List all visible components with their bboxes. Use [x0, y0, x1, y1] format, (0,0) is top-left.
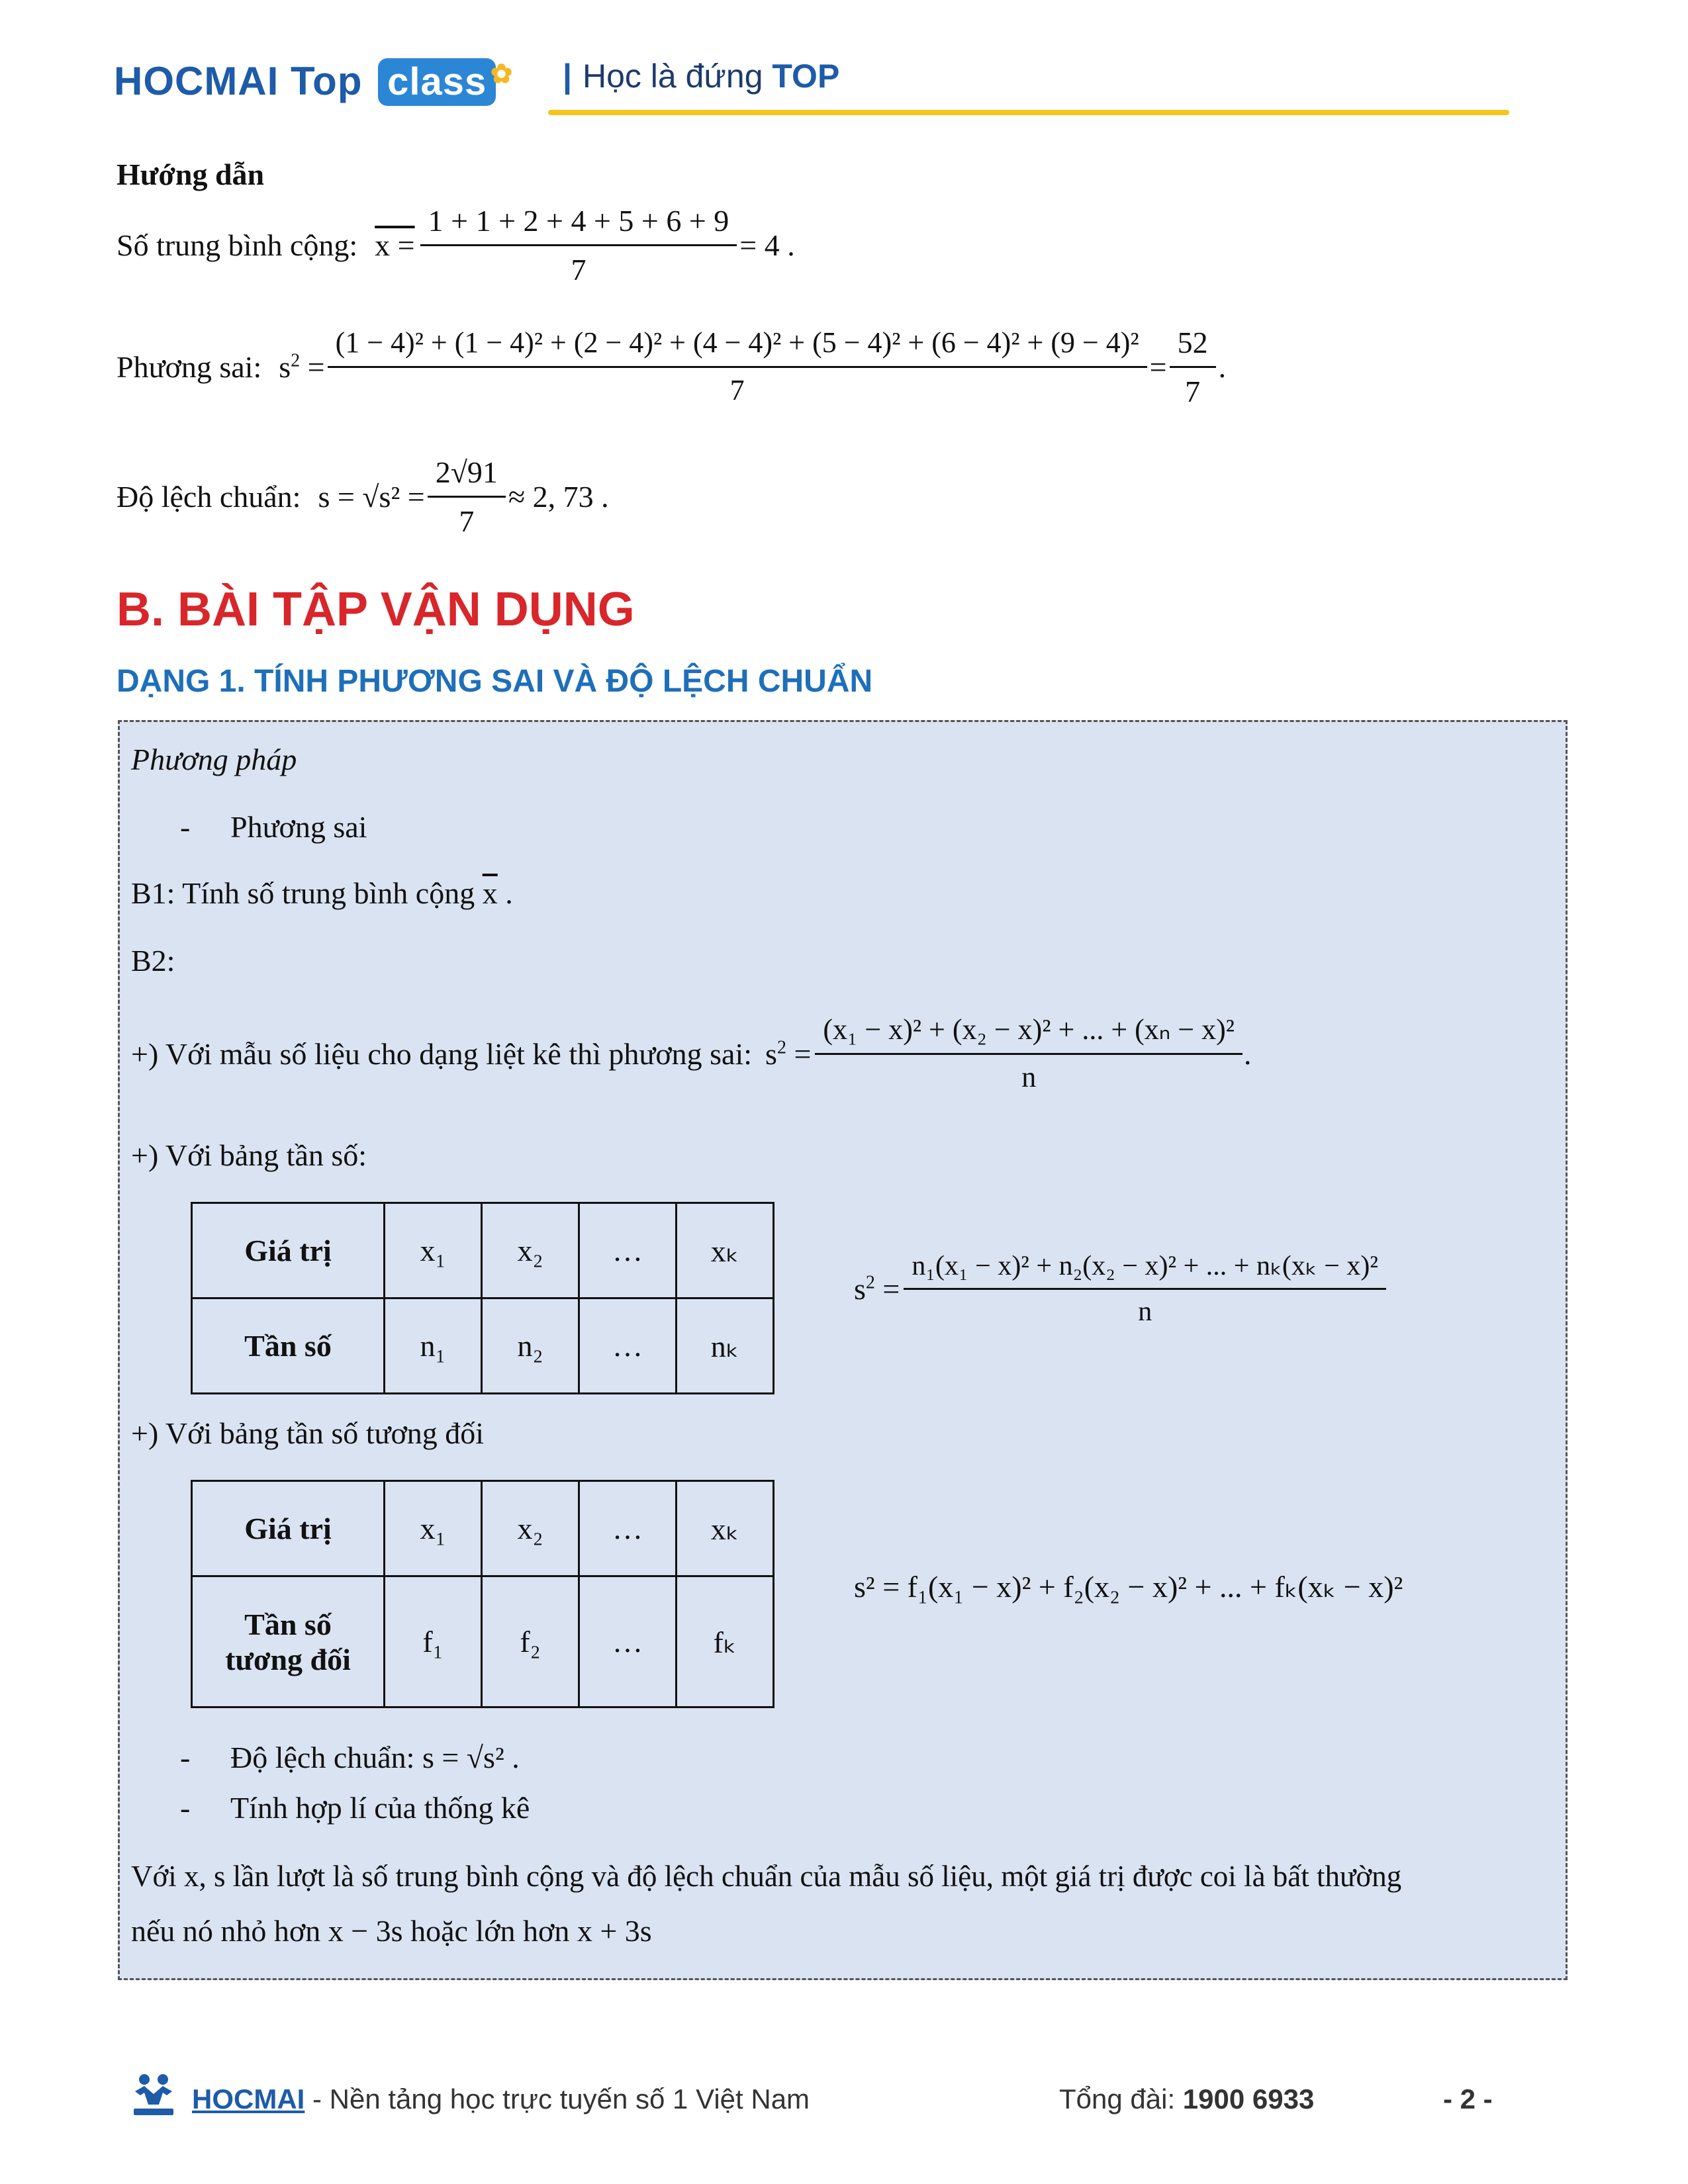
table-cell: Giá trị: [192, 1203, 385, 1298]
table-cell: Tần số: [192, 1298, 385, 1394]
bullet-dash: -: [180, 1791, 191, 1825]
table-cell: fₖ: [677, 1576, 774, 1707]
footer-brand: HOCMAI - Nền tảng học trực tuyến số 1 Việt Nam: [192, 2083, 810, 2115]
std-line: Độ lệch chuẩn: s = √s² = $\frac{2√91}{7}$ ≈ 2, 73 .: [117, 454, 609, 539]
table-cell: xₖ: [677, 1203, 774, 1298]
table-cell: Tần số tương đối: [192, 1576, 385, 1707]
table-cell: …: [579, 1576, 677, 1707]
table-cell: x₁: [385, 1481, 482, 1576]
bullet-dash: -: [180, 1741, 191, 1774]
bullet-validity: Tính hợp lí của thống kê: [230, 1791, 530, 1825]
rel-variance-formula: s² = f₁(x₁ − x)² + f₂(x₂ − x)² + ... + fₖ(xₖ − x)²: [854, 1570, 1403, 1604]
variance-line: Phương sai: $s^2$ = (1 − 4)² + (1 − 4)² + (2 − 4)² + (4 − 4)² + (5 − 4)² + (6 − 4)² + (9 − 4)² 7 = $\frac{52}{7}$ .: [117, 324, 1226, 410]
list-variance-line: +) Với mẫu số liệu cho dạng liệt kê thì phương sai: $s^2$ = $\frac{\text{(x₁ − x)² + (x₂ − x)² + ... + (xₙ − x)²}}{n}$ .: [131, 1013, 1252, 1095]
footer-brand-link[interactable]: HOCMAI: [192, 2083, 305, 2115]
hocmai-footer-icon: [130, 2071, 177, 2118]
bullet-dash: -: [180, 810, 191, 844]
variance-result: $\frac{52}{7}$: [1174, 324, 1212, 410]
freq-variance-fraction: $\frac{\text{n₁(x₁ − x)² + n₂(x₂ − x)² + ... + nₖ(xₖ − x)²}}{n}$: [908, 1250, 1382, 1329]
std-fraction: $\frac{2√91}{7}$: [432, 454, 502, 539]
footer-hotline: Tổng đài: 1900 6933: [1059, 2083, 1315, 2115]
page-number: - 2 -: [1443, 2083, 1493, 2115]
mean-lhs: x =: [375, 228, 415, 263]
guide-title: Hướng dẫn: [117, 158, 265, 191]
table-cell: Giá trị: [192, 1481, 385, 1576]
table-cell: n₂: [482, 1298, 579, 1394]
outlier-rule-line-1: Với x, s lần lượt là số trung bình cộng và độ lệch chuẩn của mẫu số liệu, một giá trị được coi là bất thường: [131, 1860, 1402, 1893]
star-icon: ✿: [490, 60, 514, 89]
header-divider: [548, 110, 1509, 115]
table-cell: x₂: [482, 1481, 579, 1576]
header-tagline: | Học là đứng TOP: [563, 58, 840, 95]
table-cell: n₁: [385, 1298, 482, 1394]
hocmai-topclass-logo: HOCMAI Top class ✿: [114, 58, 496, 106]
outlier-rule-line-2: nếu nó nhỏ hơn x − 3s hoặc lớn hơn x + 3s: [131, 1914, 652, 1948]
table-cell: f₂: [482, 1576, 579, 1707]
step-b2: B2:: [131, 944, 175, 978]
freq-table-label: +) Với bảng tần số:: [131, 1138, 367, 1172]
table-cell: nₖ: [677, 1298, 774, 1394]
table-cell: f₁: [385, 1576, 482, 1707]
table-cell: x₁: [385, 1203, 482, 1298]
table-cell: xₖ: [677, 1481, 774, 1576]
bullet-variance: Phương sai: [230, 810, 367, 844]
mean-fraction: $\frac{1 + 1 + 2 + 4 + 5 + 6 + 9}{7}$: [424, 203, 733, 288]
logo-class-badge: class ✿: [378, 58, 496, 106]
mean-line: Số trung bình cộng: x = $\frac{1 + 1 + 2 + 4 + 5 + 6 + 9}{7}$ = 4 .: [117, 203, 795, 288]
freq-variance-formula: $s^2$ = $\frac{\text{n₁(x₁ − x)² + n₂(x₂ − x)² + ... + nₖ(xₖ − x)²}}{n}$: [854, 1250, 1382, 1329]
variance-fraction: (1 − 4)² + (1 − 4)² + (2 − 4)² + (4 − 4)² + (5 − 4)² + (6 − 4)² + (9 − 4)² 7: [332, 326, 1143, 408]
method-title: Phương pháp: [131, 743, 297, 776]
table-cell: x₂: [482, 1203, 579, 1298]
frequency-table: [191, 1202, 774, 1394]
table-cell: …: [579, 1203, 677, 1298]
bullet-std: Độ lệch chuẩn: s = √s² .: [230, 1741, 520, 1774]
table-cell: …: [579, 1481, 677, 1576]
section-b-heading: B. BÀI TẬP VẬN DỤNG: [117, 583, 635, 636]
list-variance-fraction: $\frac{\text{(x₁ − x)² + (x₂ − x)² + ... + (xₙ − x)²}}{n}$: [819, 1013, 1239, 1095]
relative-frequency-table: [191, 1480, 774, 1708]
step-b1: B1: Tính số trung bình cộng $\overline{x}$ .: [131, 876, 513, 910]
dang-1-heading: DẠNG 1. TÍNH PHƯƠNG SAI VÀ ĐỘ LỆCH CHUẨN: [117, 664, 873, 699]
rel-table-label: +) Với bảng tần số tương đối: [131, 1416, 485, 1450]
table-cell: …: [579, 1298, 677, 1394]
